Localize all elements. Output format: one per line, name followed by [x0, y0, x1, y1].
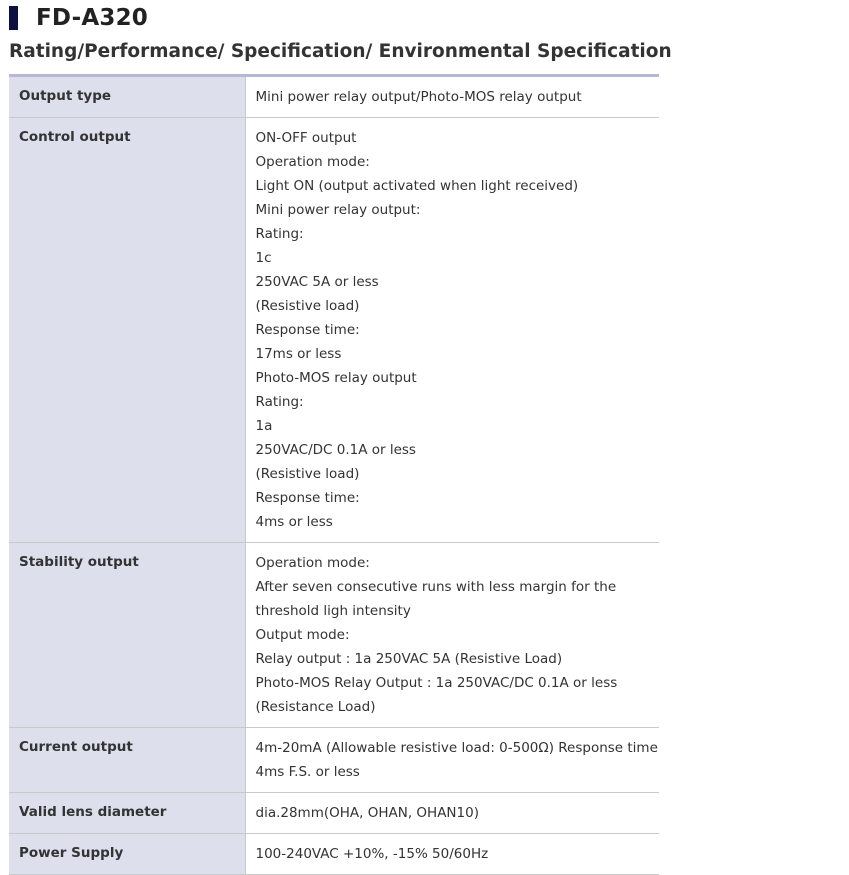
spec-value-line: 4m-20mA (Allowable resistive load: 0-500Ω) Response time	[255, 740, 658, 756]
spec-value-line: Relay output : 1a 250VAC 5A (Resistive Load)	[255, 651, 563, 667]
model-header	[9, 4, 148, 32]
spec-value	[245, 118, 659, 543]
spec-label: Stability output	[9, 543, 245, 728]
spec-value-line: (Resistive load)	[255, 298, 360, 314]
spec-value	[245, 77, 659, 118]
model-title: FD-A320	[36, 5, 148, 31]
spec-value-line: dia.28mm(OHA, OHAN, OHAN10)	[255, 805, 479, 821]
spec-table	[9, 77, 659, 875]
spec-value-line: 1c	[255, 250, 272, 266]
spec-label: Power Supply	[9, 834, 245, 875]
spec-row	[9, 728, 659, 793]
spec-value-line: 100-240VAC +10%, -15% 50/60Hz	[255, 846, 489, 862]
spec-label: Current output	[9, 728, 245, 793]
spec-value-line: 17ms or less	[255, 346, 342, 362]
spec-value-line: 1a	[255, 418, 273, 434]
spec-row	[9, 793, 659, 834]
spec-table-body	[9, 77, 659, 875]
spec-value	[245, 834, 659, 875]
spec-row	[9, 118, 659, 543]
section-title: Rating/Performance/ Specification/ Environmental Specification	[9, 41, 672, 62]
spec-row	[9, 543, 659, 728]
spec-value-line: Mini power relay output:	[255, 202, 421, 218]
spec-value-line: After seven consecutive runs with less margin for the	[255, 579, 617, 595]
spec-value-line: Response time:	[255, 322, 360, 338]
spec-value-line: Operation mode:	[255, 555, 370, 571]
spec-value	[245, 728, 659, 793]
spec-value-line: Response time:	[255, 490, 360, 506]
spec-value-line: Mini power relay output/Photo-MOS relay output	[255, 89, 582, 105]
spec-value	[245, 793, 659, 834]
spec-value-line: Operation mode:	[255, 154, 370, 170]
spec-value-line: 250VAC 5A or less	[255, 274, 379, 290]
spec-value-line: Light ON (output activated when light received)	[255, 178, 579, 194]
spec-value-line: 4ms or less	[255, 514, 333, 530]
spec-label: Valid lens diameter	[9, 793, 245, 834]
spec-value	[245, 543, 659, 728]
spec-value-line: (Resistive load)	[255, 466, 360, 482]
model-accent-bar	[9, 6, 18, 30]
spec-value-line: 250VAC/DC 0.1A or less	[255, 442, 416, 458]
spec-label: Output type	[9, 77, 245, 118]
spec-value-line: Photo-MOS relay output	[255, 370, 417, 386]
spec-label: Control output	[9, 118, 245, 543]
spec-value-line: 4ms F.S. or less	[255, 764, 360, 780]
spec-row	[9, 834, 659, 875]
spec-value-line: Rating:	[255, 394, 304, 410]
spec-row	[9, 77, 659, 118]
spec-value-line: threshold ligh intensity	[255, 603, 411, 619]
spec-value-line: (Resistance Load)	[255, 699, 376, 715]
spec-value-line: Output mode:	[255, 627, 350, 643]
spec-value-line: ON-OFF output	[255, 130, 357, 146]
spec-value-line: Rating:	[255, 226, 304, 242]
spec-value-line: Photo-MOS Relay Output : 1a 250VAC/DC 0.1A or less	[255, 675, 618, 691]
